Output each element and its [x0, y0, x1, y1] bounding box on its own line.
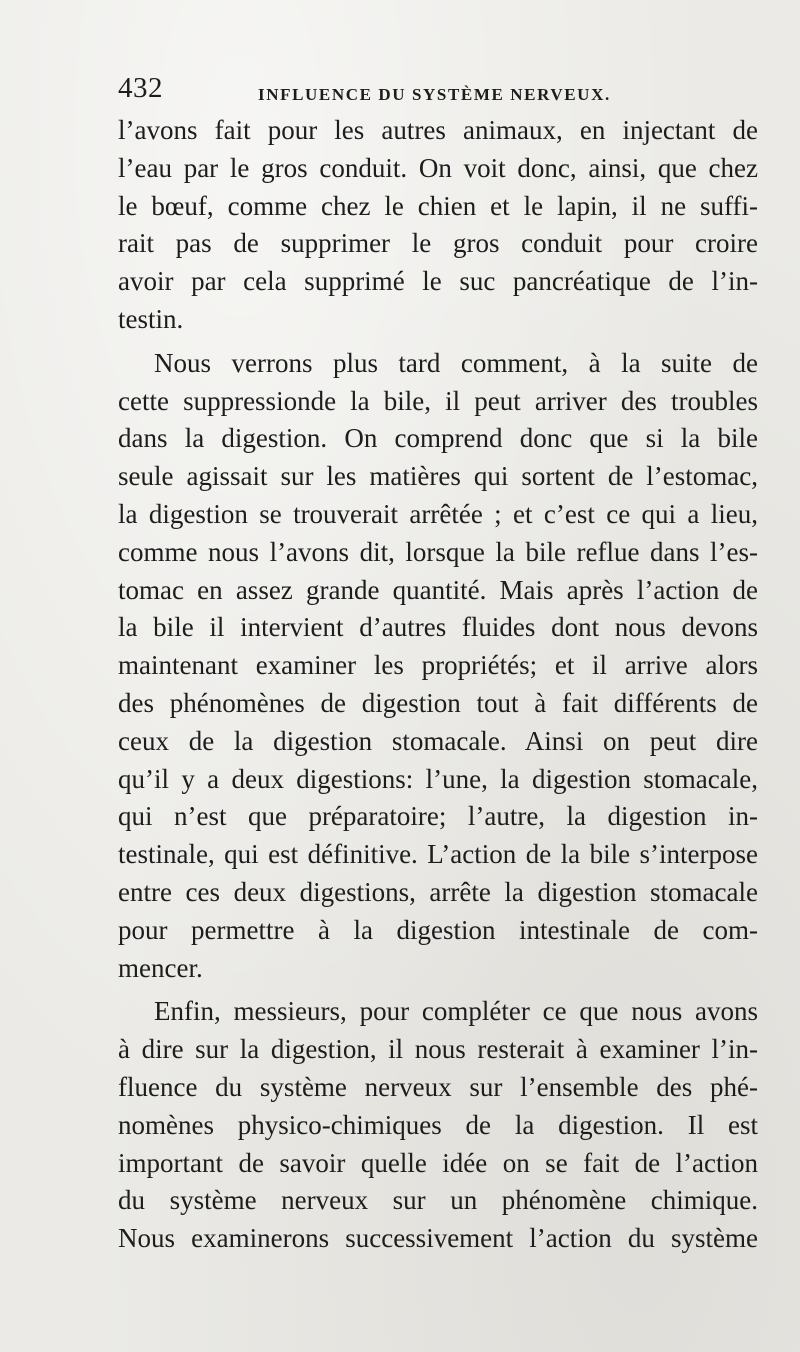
text-line: Nous examinerons successivement l’action du système	[118, 1223, 758, 1254]
text-line: avoir par cela supprimé le suc pancréatique de l’in-	[118, 266, 758, 297]
text-line: l’eau par le gros conduit. On voit donc, ainsi, que chez	[118, 152, 758, 183]
text-line: des phénomènes de digestion tout à fait différents de	[118, 687, 758, 718]
text-line: Enfin, messieurs, pour compléter ce que nous avons	[154, 996, 758, 1027]
text-line: testinale, qui est définitive. L’action de la bile s’interpose	[118, 839, 758, 870]
running-title: INFLUENCE DU SYSTÈME NERVEUX.	[258, 85, 611, 104]
text-line: rait pas de supprimer le gros conduit pour croire	[118, 228, 758, 259]
text-line: mencer.	[118, 952, 203, 983]
text-line: ceux de la digestion stomacale. Ainsi on peut dire	[118, 725, 758, 756]
running-head	[118, 72, 653, 112]
text-line: cette suppressionde la bile, il peut arriver des troubles	[118, 385, 758, 416]
text-line: à dire sur la digestion, il nous resterait à examiner l’in-	[118, 1034, 758, 1065]
text-line: tomac en assez grande quantité. Mais après l’action de	[118, 574, 758, 605]
text-line: seule agissait sur les matières qui sortent de l’estomac,	[118, 461, 758, 492]
text-line: l’avons fait pour les autres animaux, en injectant de	[118, 115, 758, 145]
text-line: Nous verrons plus tard comment, à la suite de	[154, 347, 758, 378]
text-line: du système nerveux sur un phénomène chimique.	[118, 1185, 758, 1216]
text-line: comme nous l’avons dit, lorsque la bile reflue dans l’es-	[118, 536, 758, 567]
text-line: entre ces deux digestions, arrête la digestion stomacale	[118, 876, 758, 907]
text-line: qu’il y a deux digestions: l’une, la digestion stomacale,	[118, 763, 758, 794]
text-line: testin.	[118, 303, 184, 334]
text-line: le bœuf, comme chez le chien et le lapin, il ne suffi-	[118, 190, 758, 221]
text-line: nomènes physico-chimiques de la digestion. Il est	[118, 1109, 758, 1140]
text-line: qui n’est que préparatoire; l’autre, la digestion in-	[118, 801, 758, 832]
text-line: dans la digestion. On comprend donc que si la bile	[118, 423, 758, 454]
text-line: la digestion se trouverait arrêtée ; et c’est ce qui a lieu,	[118, 498, 758, 529]
body-text	[118, 112, 758, 1258]
text-line: fluence du système nerveux sur l’ensemble des phé-	[118, 1071, 758, 1102]
text-line: pour permettre à la digestion intestinale de com-	[118, 914, 758, 945]
text-line: la bile il intervient d’autres fluides dont nous devons	[118, 612, 758, 643]
text-line: maintenant examiner les propriétés; et il arrive alors	[118, 650, 758, 681]
page-number: 432	[118, 72, 163, 104]
text-line: important de savoir quelle idée on se fait de l’action	[118, 1147, 758, 1178]
